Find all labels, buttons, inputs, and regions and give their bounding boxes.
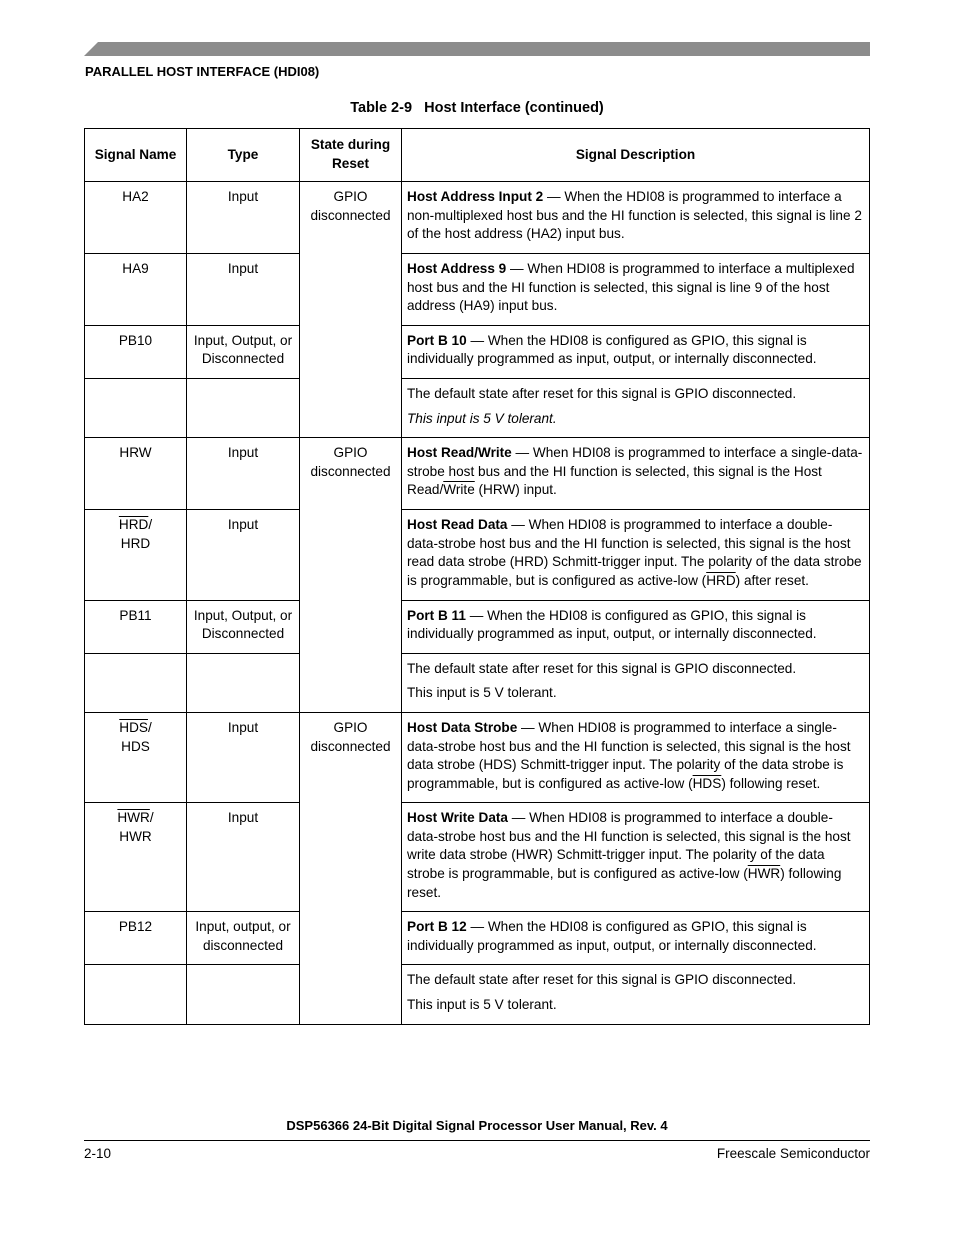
- column-header-signal-name: Signal Name: [85, 129, 187, 182]
- empty-cell: [85, 378, 187, 437]
- signal-name-separator: /: [147, 719, 152, 735]
- description-term: Port B 10: [407, 332, 467, 348]
- type-cell: Input: [187, 182, 300, 254]
- column-header-signal-description: Signal Description: [402, 129, 870, 182]
- empty-cell: [187, 378, 300, 437]
- description-text: — When the HDI08 is programmed to interface a non-multiplexed host bus and the HI function is selected, this signal is line 2 of the host address (HA2) input bus.: [407, 189, 862, 242]
- signal-name-alt: HRD: [120, 535, 151, 551]
- signal-name-active-low: $\overline{HDS}$: [119, 719, 148, 735]
- table-caption-title: Host Interface (continued): [424, 100, 604, 116]
- header-bar: [84, 42, 870, 56]
- signal-name-cell: [85, 712, 187, 802]
- table-row: [85, 254, 870, 326]
- type-cell: Input: [187, 438, 300, 510]
- state-during-reset-cell: GPIO disconnected: [300, 438, 402, 713]
- description-text-end: ) following reset.: [721, 775, 821, 791]
- empty-cell: [85, 653, 187, 712]
- note-default-state: The default state after reset for this signal is GPIO disconnected.: [407, 385, 797, 401]
- signal-name-cell: HRW: [85, 438, 187, 510]
- table-caption: [0, 100, 954, 116]
- column-header-type: Type: [187, 129, 300, 182]
- description-text: — When HDI08 is programmed to interface a single-data-strobe host bus and the HI function is selected, this signal is the Host Read/: [407, 445, 863, 498]
- description-term: Host Address 9: [407, 261, 507, 276]
- description-text: — When HDI08 is programmed to interface a multiplexed host bus and the HI function is selected, this signal is line 9 of the host address (HA9) input bus.: [407, 261, 855, 314]
- table-row: [85, 600, 870, 653]
- state-during-reset-cell: GPIO disconnected: [300, 182, 402, 438]
- table-row: [85, 510, 870, 600]
- description-text: — When the HDI08 is configured as GPIO, this signal is individually programmed as input, output, or internally disconnected.: [407, 607, 817, 642]
- description-text: — When the HDI08 is configured as GPIO, this signal is individually programmed as input, output, or internally disconnected.: [407, 919, 817, 953]
- description-term: Host Read/Write: [407, 445, 512, 461]
- description-cell: [402, 510, 870, 600]
- description-active-low-signal: $\overline{HWR}$: [747, 866, 781, 882]
- company-name: Freescale Semiconductor: [716, 1146, 870, 1161]
- type-cell: Input, Output, or Disconnected: [187, 325, 300, 378]
- host-interface-table: [84, 128, 870, 1025]
- empty-cell: [85, 965, 187, 1024]
- description-cell: [402, 712, 870, 802]
- signal-name-cell: [85, 510, 187, 600]
- description-text: — When the HDI08 is configured as GPIO, this signal is individually programmed as input, output, or internally disconnected.: [407, 332, 817, 367]
- description-cell: [402, 254, 870, 326]
- type-cell: Input, output, or disconnected: [187, 912, 300, 965]
- description-cell: [402, 912, 870, 965]
- note-default-state: The default state after reset for this signal is GPIO disconnected.: [407, 972, 797, 988]
- note-tolerance: This input is 5 V tolerant.: [407, 997, 557, 1013]
- signal-name-active-low: $\overline{HRD}$: [118, 517, 149, 533]
- signal-name-separator: /: [148, 517, 153, 533]
- empty-cell: [187, 965, 300, 1024]
- type-cell: Input: [187, 712, 300, 802]
- type-cell: Input: [187, 803, 300, 912]
- description-cell: [402, 803, 870, 912]
- note-cell: [402, 965, 870, 1024]
- table-row: [85, 378, 870, 437]
- table-header-row: [85, 129, 870, 182]
- note-cell: [402, 653, 870, 712]
- note-cell: [402, 378, 870, 437]
- signal-name-cell: HA9: [85, 254, 187, 326]
- note-default-state: The default state after reset for this signal is GPIO disconnected.: [407, 660, 797, 676]
- description-active-low-signal: $\overline{HRD}$: [706, 572, 736, 588]
- description-text: — When HDI08 is programmed to interface a single-data-strobe host bus and the HI function is selected, this signal is the host data strobe (HDS) Schmitt-trigger input. The polarity of the data strobe is programmable, but is configured as active-low (: [407, 719, 851, 791]
- signal-name-cell: HA2: [85, 182, 187, 254]
- description-term: Host Read Data: [407, 517, 508, 533]
- description-cell: [402, 438, 870, 510]
- description-text-end: (HRW) input.: [474, 482, 557, 498]
- description-text: — When HDI08 is programmed to interface a double-data-strobe host bus and the HI function is selected, this signal is the host write data strobe (HWR) Schmitt-trigger input. The polarity of the data strobe is programmable, but is configured as active-low (: [407, 810, 851, 882]
- footer-divider: [84, 1140, 870, 1141]
- page-number: 2-10: [84, 1146, 112, 1161]
- type-cell: Input: [187, 510, 300, 600]
- footer-manual-title: DSP56366 24-Bit Digital Signal Processor User Manual, Rev. 4: [286, 1118, 668, 1133]
- signal-name-separator: /: [149, 810, 154, 826]
- description-term: Port B 12: [407, 919, 467, 935]
- signal-name-cell: [85, 803, 187, 912]
- type-cell: Input: [187, 254, 300, 326]
- signal-name-active-low: $\overline{HWR}$: [117, 810, 150, 826]
- table-row: [85, 912, 870, 965]
- table-row: [85, 182, 870, 254]
- note-tolerance: This input is 5 V tolerant.: [407, 410, 557, 426]
- signal-name-cell: PB12: [85, 912, 187, 965]
- description-cell: [402, 325, 870, 378]
- table-row: [85, 653, 870, 712]
- description-text: — When HDI08 is programmed to interface a double-data-strobe host bus and the HI function is selected, this signal is the host read data strobe (HRD) Schmitt-trigger input. The polarity of the data strobe is programmable, but is configured as active-low (: [407, 517, 862, 588]
- empty-cell: [187, 653, 300, 712]
- signal-name-cell: PB10: [85, 325, 187, 378]
- table-caption-number: Table 2-9: [350, 100, 413, 116]
- table-row: [85, 803, 870, 912]
- column-header-state-during-reset: State during Reset: [300, 129, 402, 182]
- description-active-low-signal: $\overline{HDS}$: [692, 775, 722, 791]
- description-cell: [402, 600, 870, 653]
- description-term: Port B 11: [407, 607, 466, 623]
- description-term: Host Address Input 2: [407, 189, 544, 204]
- description-term: Host Data Strobe: [407, 719, 518, 735]
- signal-name-alt: HDS: [121, 738, 150, 754]
- description-text-end: ) following reset.: [407, 866, 842, 900]
- note-tolerance: This input is 5 V tolerant.: [407, 685, 557, 701]
- section-title: PARALLEL HOST INTERFACE (HDI08): [85, 64, 320, 79]
- description-active-low-signal: Write: [443, 482, 475, 498]
- table-row: [85, 712, 870, 802]
- state-during-reset-cell: GPIO disconnected: [300, 712, 402, 1024]
- type-cell: Input, Output, or Disconnected: [187, 600, 300, 653]
- description-term: Host Write Data: [407, 810, 508, 826]
- description-text-end: ) after reset.: [735, 572, 809, 588]
- table-row: [85, 325, 870, 378]
- table-row: [85, 965, 870, 1024]
- signal-name-cell: PB11: [85, 600, 187, 653]
- description-cell: [402, 182, 870, 254]
- table-row: [85, 438, 870, 510]
- signal-name-alt: HWR: [119, 828, 152, 844]
